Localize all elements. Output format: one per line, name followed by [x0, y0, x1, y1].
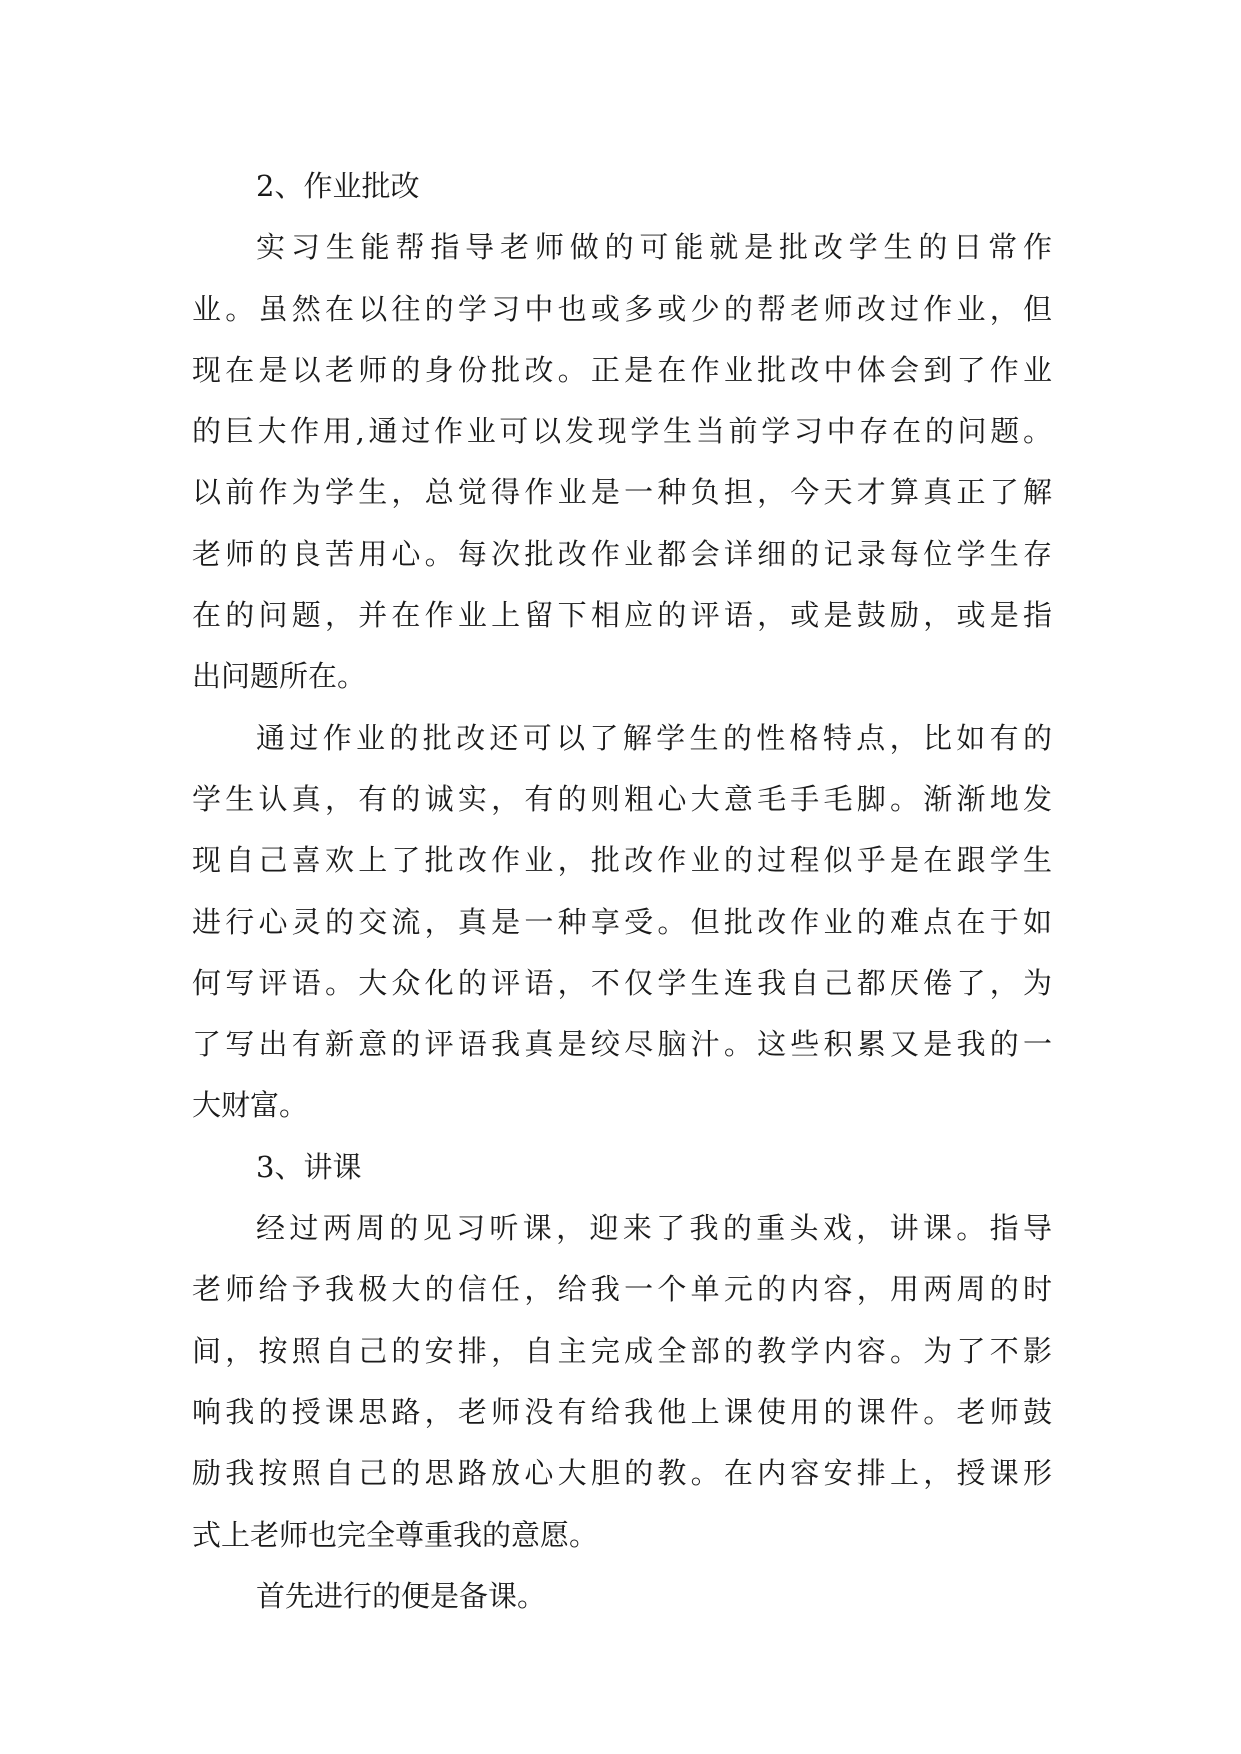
text-line: 出问题所在。	[192, 659, 367, 694]
text-line: 老师的良苦用心。每次批改作业都会详细的记录每位学生存	[192, 536, 1052, 571]
text-line: 通过作业的批改还可以了解学生的性格特点，比如有的	[256, 720, 1052, 755]
text-line: 学生认真，有的诚实，有的则粗心大意毛手毛脚。渐渐地发	[192, 781, 1052, 816]
text-line: 现自己喜欢上了批改作业，批改作业的过程似乎是在跟学生	[192, 843, 1052, 878]
text-line: 实习生能帮指导老师做的可能就是批改学生的日常作	[256, 230, 1052, 265]
text-line: 励我按照自己的思路放心大胆的教。在内容安排上，授课形	[192, 1456, 1052, 1491]
text-line: 经过两周的见习听课，迎来了我的重头戏，讲课。指导	[256, 1211, 1052, 1246]
text-line: 的巨大作用,通过作业可以发现学生当前学习中存在的问题。	[192, 414, 1052, 449]
text-line: 2、作业批改	[256, 169, 420, 203]
text-line: 了写出有新意的评语我真是绞尽脑汁。这些积累又是我的一	[192, 1027, 1052, 1062]
text-line: 以前作为学生，总觉得作业是一种负担，今天才算真正了解	[192, 475, 1052, 510]
document-body	[192, 156, 1052, 1627]
text-line: 式上老师也完全尊重我的意愿。	[192, 1517, 599, 1552]
text-line: 响我的授课思路，老师没有给我他上课使用的课件。老师鼓	[192, 1394, 1052, 1429]
text-line: 首先进行的便是备课。	[256, 1578, 547, 1613]
text-line: 在的问题，并在作业上留下相应的评语，或是鼓励，或是指	[192, 598, 1052, 633]
text-line: 进行心灵的交流，真是一种享受。但批改作业的难点在于如	[192, 904, 1052, 939]
text-line: 老师给予我极大的信任，给我一个单元的内容，用两周的时	[192, 1272, 1052, 1307]
text-line: 间，按照自己的安排，自主完成全部的教学内容。为了不影	[192, 1333, 1052, 1368]
text-line: 现在是以老师的身份批改。正是在作业批改中体会到了作业	[192, 352, 1052, 387]
text-line: 3、讲课	[256, 1149, 362, 1184]
text-line: 大财富。	[192, 1088, 309, 1123]
text-line: 何写评语。大众化的评语，不仅学生连我自己都厌倦了，为	[192, 965, 1052, 1000]
text-line: 业。虽然在以往的学习中也或多或少的帮老师改过作业，但	[192, 291, 1052, 326]
